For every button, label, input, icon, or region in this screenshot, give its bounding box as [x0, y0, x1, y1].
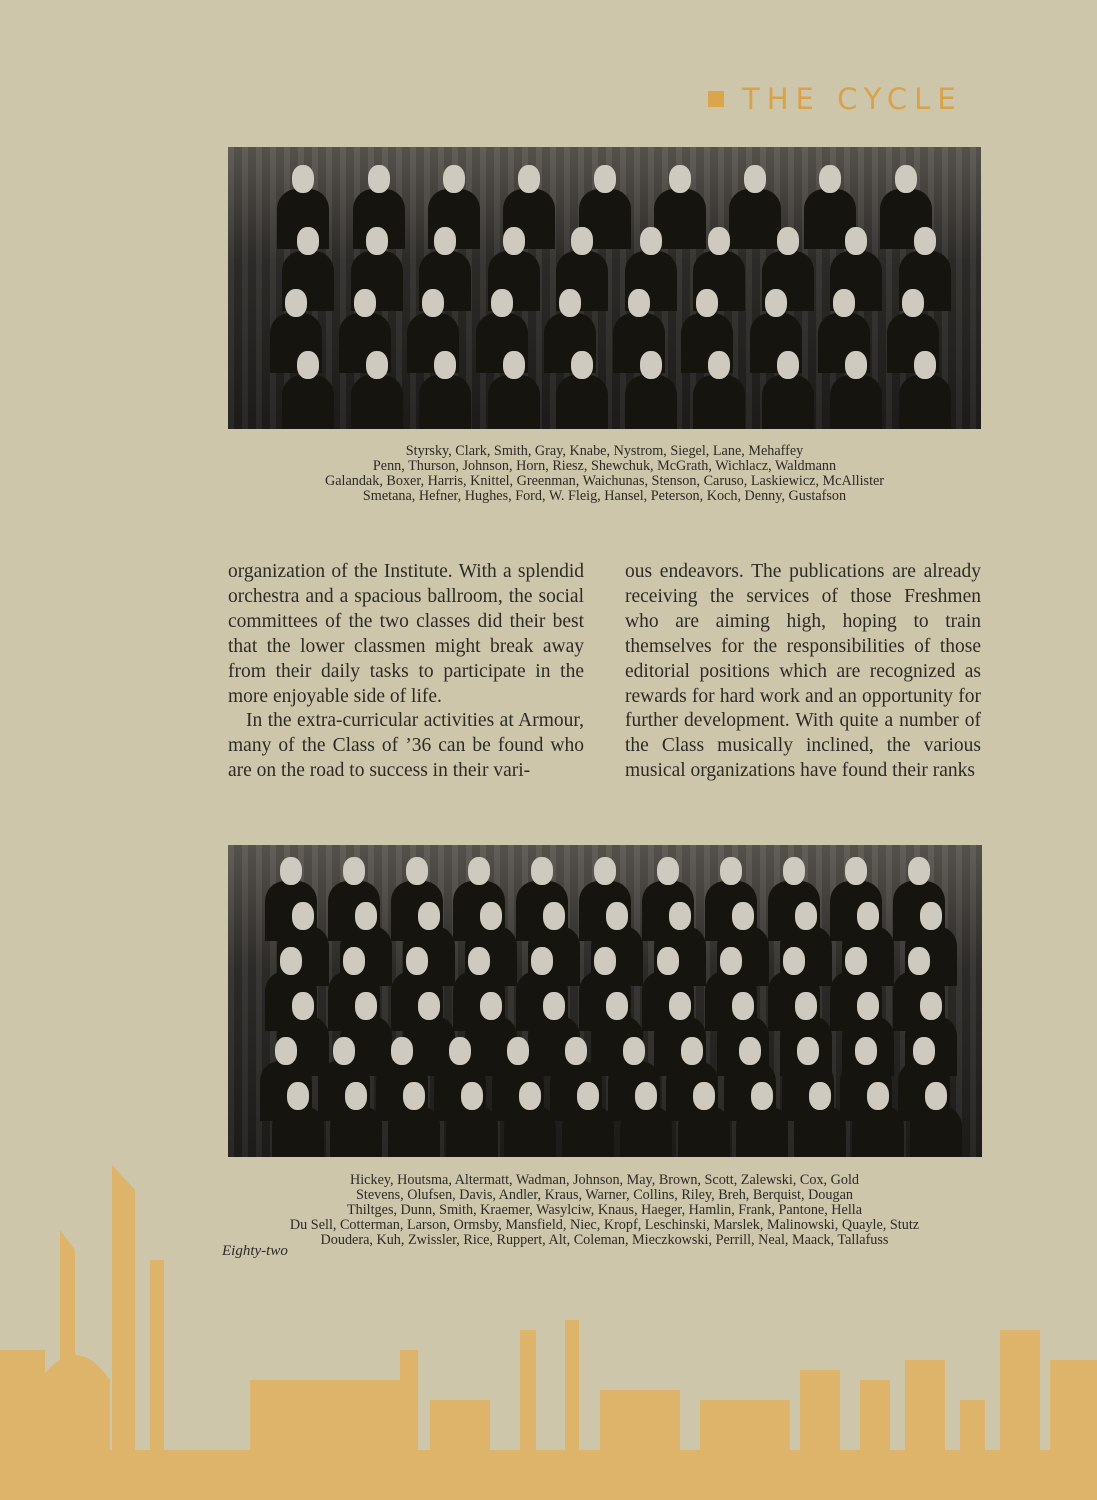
person-face: [845, 227, 867, 255]
person-figure: [762, 375, 814, 429]
caption-line: Styrsky, Clark, Smith, Gray, Knabe, Nystrom, Siegel, Lane, Mehaffey: [405, 443, 804, 459]
person-face: [732, 992, 754, 1020]
person-face: [744, 165, 766, 193]
person-face: [333, 1037, 355, 1065]
person-face: [275, 1037, 297, 1065]
header-title: THE CYCLE: [742, 82, 963, 116]
square-ornament-icon: [708, 91, 724, 107]
person-face: [920, 902, 942, 930]
person-face: [628, 289, 650, 317]
person-face: [708, 227, 730, 255]
person-face: [795, 992, 817, 1020]
caption-line: Stevens, Olufsen, Davis, Andler, Kraus, Warner, Collins, Riley, Breh, Berquist, Dougan: [356, 1187, 853, 1203]
person-face: [732, 902, 754, 930]
person-figure: [729, 189, 781, 249]
person-face: [354, 289, 376, 317]
person-face: [297, 227, 319, 255]
person-face: [783, 857, 805, 885]
person-face: [565, 1037, 587, 1065]
caption-line: Galandak, Boxer, Harris, Knittel, Greenman, Waichunas, Stenson, Caruso, Laskiewicz, McAllister: [324, 473, 885, 489]
person-face: [468, 947, 490, 975]
person-face: [797, 1037, 819, 1065]
person-face: [751, 1082, 773, 1110]
person-face: [434, 227, 456, 255]
person-face: [895, 165, 917, 193]
person-face: [280, 857, 302, 885]
person-face: [403, 1082, 425, 1110]
person-face: [480, 992, 502, 1020]
person-face: [606, 902, 628, 930]
person-figure: [693, 375, 745, 429]
person-face: [657, 947, 679, 975]
person-face: [368, 165, 390, 193]
person-face: [343, 857, 365, 885]
person-face: [559, 289, 581, 317]
person-face: [925, 1082, 947, 1110]
caption-line: Smetana, Hefner, Hughes, Ford, W. Fleig, Hansel, Peterson, Koch, Denny, Gustafson: [362, 488, 847, 504]
person-face: [914, 227, 936, 255]
person-face: [693, 1082, 715, 1110]
photo-1-caption: [228, 444, 981, 504]
person-face: [594, 857, 616, 885]
person-face: [518, 165, 540, 193]
person-face: [422, 289, 444, 317]
person-face: [720, 857, 742, 885]
person-face: [795, 902, 817, 930]
person-face: [449, 1037, 471, 1065]
industrial-skyline-illustration: [0, 1150, 1097, 1500]
caption-line: Doudera, Kuh, Zwissler, Rice, Ruppert, Alt, Coleman, Mieczkowski, Perrill, Neal, Maack, Tallafuss: [320, 1232, 889, 1248]
person-face: [287, 1082, 309, 1110]
person-face: [434, 351, 456, 379]
person-face: [765, 289, 787, 317]
person-face: [343, 947, 365, 975]
person-face: [406, 857, 428, 885]
person-face: [720, 947, 742, 975]
person-face: [280, 947, 302, 975]
person-face: [519, 1082, 541, 1110]
person-face: [491, 289, 513, 317]
person-face: [443, 165, 465, 193]
person-face: [594, 165, 616, 193]
person-face: [366, 227, 388, 255]
person-face: [355, 992, 377, 1020]
person-face: [292, 902, 314, 930]
person-face: [908, 947, 930, 975]
person-face: [355, 902, 377, 930]
person-face: [480, 902, 502, 930]
person-face: [920, 992, 942, 1020]
group-photo-1: [228, 147, 981, 429]
text-column-right: [625, 560, 981, 784]
person-face: [461, 1082, 483, 1110]
person-face: [669, 902, 691, 930]
person-face: [833, 289, 855, 317]
person-face: [571, 227, 593, 255]
person-face: [819, 165, 841, 193]
paragraph: In the extra-curricular activities at Armour, many of the Class of ’36 can be found who are on the road to success in their vari-: [228, 710, 584, 782]
person-face: [406, 947, 428, 975]
person-face: [867, 1082, 889, 1110]
running-header: [708, 82, 963, 116]
person-face: [914, 351, 936, 379]
person-face: [297, 351, 319, 379]
person-face: [845, 857, 867, 885]
person-face: [345, 1082, 367, 1110]
person-face: [503, 227, 525, 255]
person-face: [855, 1037, 877, 1065]
person-figure: [419, 375, 471, 429]
person-face: [908, 857, 930, 885]
person-face: [577, 1082, 599, 1110]
person-face: [531, 857, 553, 885]
person-face: [739, 1037, 761, 1065]
person-face: [657, 857, 679, 885]
person-face: [594, 947, 616, 975]
person-face: [623, 1037, 645, 1065]
person-face: [857, 902, 879, 930]
person-face: [669, 165, 691, 193]
person-face: [681, 1037, 703, 1065]
person-face: [708, 351, 730, 379]
person-face: [777, 351, 799, 379]
person-face: [845, 947, 867, 975]
person-figure: [625, 375, 677, 429]
person-face: [391, 1037, 413, 1065]
person-face: [418, 902, 440, 930]
text-column-left: [228, 560, 584, 784]
person-figure: [351, 375, 403, 429]
paragraph: ous endeavors. The publications are already receiving the services of those Freshmen who are aiming high, hoping to train themselves for the responsibilities of those editorial positions which are recognized as rewards for hard work and an opportunity for further development. With quite a number of the Class musically inclined, the various musical organizations have found their ranks: [625, 561, 981, 782]
person-face: [783, 947, 805, 975]
paragraph: organization of the Institute. With a splendid orchestra and a spacious ballroom, the social committees of the two classes did their best that the lower classmen might break away from their daily tasks to participate in the more enjoyable side of life.: [228, 561, 584, 707]
person-face: [857, 992, 879, 1020]
person-face: [503, 351, 525, 379]
person-face: [366, 351, 388, 379]
person-face: [292, 165, 314, 193]
person-face: [543, 902, 565, 930]
person-face: [606, 992, 628, 1020]
person-face: [669, 992, 691, 1020]
caption-line: Du Sell, Cotterman, Larson, Ormsby, Mansfield, Niec, Kropf, Leschinski, Marslek, Malinowski, Quayle, Stutz: [289, 1217, 920, 1233]
caption-line: Thiltges, Dunn, Smith, Kraemer, Wasylciw, Knaus, Haeger, Hamlin, Frank, Pantone, Hella: [346, 1202, 863, 1218]
person-face: [777, 227, 799, 255]
person-face: [531, 947, 553, 975]
person-figure: [899, 375, 951, 429]
person-face: [696, 289, 718, 317]
person-figure: [282, 375, 334, 429]
person-face: [418, 992, 440, 1020]
person-face: [543, 992, 565, 1020]
person-figure: [556, 375, 608, 429]
person-face: [845, 351, 867, 379]
person-face: [285, 289, 307, 317]
person-face: [468, 857, 490, 885]
person-figure: [830, 375, 882, 429]
person-face: [292, 992, 314, 1020]
person-face: [913, 1037, 935, 1065]
caption-line: Penn, Thurson, Johnson, Horn, Riesz, Shewchuk, McGrath, Wichlacz, Waldmann: [372, 458, 837, 474]
person-face: [640, 351, 662, 379]
caption-line: Hickey, Houtsma, Altermatt, Wadman, Johnson, May, Brown, Scott, Zalewski, Cox, Gold: [349, 1172, 860, 1188]
person-face: [571, 351, 593, 379]
group-photo-2: [228, 845, 982, 1157]
person-face: [640, 227, 662, 255]
person-face: [635, 1082, 657, 1110]
person-face: [507, 1037, 529, 1065]
person-face: [902, 289, 924, 317]
person-figure: [488, 375, 540, 429]
person-face: [809, 1082, 831, 1110]
page-number: Eighty-two: [222, 1243, 288, 1259]
